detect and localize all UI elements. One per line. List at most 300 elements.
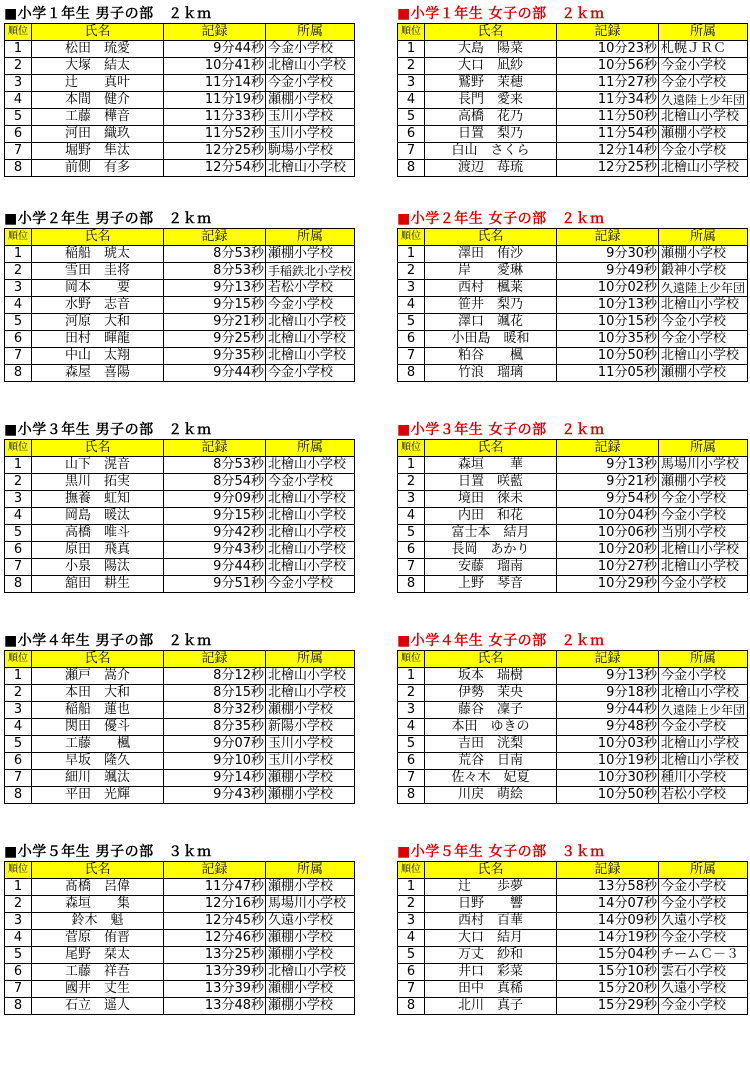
record-cell: 9分51秒: [164, 576, 266, 593]
name-cell: 雪田 圭将: [32, 263, 164, 280]
rank-cell: 5: [398, 109, 425, 126]
table-header-row: [5, 440, 355, 457]
record-cell: 10分15秒: [557, 314, 659, 331]
name-cell: 森屋 喜陽: [32, 365, 164, 382]
table-row: [398, 246, 748, 263]
table-row: [5, 981, 355, 998]
affiliation-cell: 北檜山小学校: [266, 348, 355, 365]
table-row: [5, 525, 355, 542]
record-cell: 8分12秒: [164, 668, 266, 685]
name-cell: 原田 飛真: [32, 542, 164, 559]
affiliation-cell: 今金小学校: [659, 896, 748, 913]
table-row: [398, 559, 748, 576]
name-cell: 川戻 萌絵: [425, 787, 557, 804]
rank-cell: 7: [5, 981, 32, 998]
name-cell: 本田 大和: [32, 685, 164, 702]
name-cell: 佐々木 妃夏: [425, 770, 557, 787]
affiliation-cell: 若松小学校: [659, 787, 748, 804]
section-heading: ■小学３年生 男子の部 ２ｋｍ: [4, 422, 212, 438]
table-header-row: [5, 24, 355, 41]
affiliation-cell: 北檜山小学校: [266, 964, 355, 981]
name-cell: 舘田 耕生: [32, 576, 164, 593]
affiliation-cell: 札幌ＪＲＣ: [659, 41, 748, 58]
table-row: [5, 58, 355, 75]
section-heading: ■小学５年生 男子の部 ３ｋｍ: [4, 844, 212, 860]
column-header-record: 記録: [557, 24, 659, 41]
record-cell: 9分30秒: [557, 246, 659, 263]
rank-cell: 2: [398, 896, 425, 913]
table-row: [398, 314, 748, 331]
affiliation-cell: 瀬棚小学校: [266, 92, 355, 109]
affiliation-cell: 今金小学校: [266, 41, 355, 58]
affiliation-cell: 手稲鉄北小学校: [266, 263, 355, 280]
record-cell: 9分21秒: [557, 474, 659, 491]
affiliation-cell: 今金小学校: [659, 58, 748, 75]
name-cell: 工藤 樺音: [32, 109, 164, 126]
name-cell: 尾野 栞太: [32, 947, 164, 964]
affiliation-cell: 今金小学校: [659, 576, 748, 593]
record-cell: 9分35秒: [164, 348, 266, 365]
rank-cell: 7: [5, 348, 32, 365]
table-row: [398, 719, 748, 736]
name-cell: 西村 楓莱: [425, 280, 557, 297]
table-row: [5, 702, 355, 719]
rank-cell: 2: [398, 263, 425, 280]
record-cell: 13分39秒: [164, 981, 266, 998]
record-cell: 8分53秒: [164, 263, 266, 280]
name-cell: 北川 真子: [425, 998, 557, 1015]
column-header-affiliation: 所属: [266, 24, 355, 41]
record-cell: 9分43秒: [164, 787, 266, 804]
record-cell: 11分50秒: [557, 109, 659, 126]
column-header-name: 氏名: [32, 229, 164, 246]
name-cell: 岡島 暖汰: [32, 508, 164, 525]
affiliation-cell: 瀬棚小学校: [659, 126, 748, 143]
rank-cell: 2: [5, 685, 32, 702]
table-row: [5, 143, 355, 160]
affiliation-cell: 今金小学校: [266, 474, 355, 491]
table-row: [5, 736, 355, 753]
affiliation-cell: 久遠陸上少年団: [659, 280, 748, 297]
column-header-rank: 順位: [398, 229, 425, 246]
record-cell: 9分25秒: [164, 331, 266, 348]
record-cell: 9分44秒: [557, 702, 659, 719]
table-row: [5, 491, 355, 508]
affiliation-cell: 瀬棚小学校: [266, 702, 355, 719]
name-cell: 小泉 陽汰: [32, 559, 164, 576]
table-row: [5, 896, 355, 913]
name-cell: 本田 ゆきの: [425, 719, 557, 736]
affiliation-cell: 久遠小学校: [659, 913, 748, 930]
table-row: [398, 474, 748, 491]
rank-cell: 8: [398, 998, 425, 1015]
rank-cell: 5: [5, 314, 32, 331]
table-row: [398, 109, 748, 126]
table-row: [5, 998, 355, 1015]
name-cell: 辻 真叶: [32, 75, 164, 92]
name-cell: 澤口 颯花: [425, 314, 557, 331]
record-cell: 9分09秒: [164, 491, 266, 508]
name-cell: 井口 彩菜: [425, 964, 557, 981]
record-cell: 10分13秒: [557, 297, 659, 314]
name-cell: 細川 颯汰: [32, 770, 164, 787]
name-cell: 日野 響: [425, 896, 557, 913]
rank-cell: 1: [5, 246, 32, 263]
rank-cell: 1: [5, 41, 32, 58]
name-cell: 岡本 要: [32, 280, 164, 297]
record-cell: 9分13秒: [164, 280, 266, 297]
results-table: [397, 439, 748, 593]
name-cell: 白山 さくら: [425, 143, 557, 160]
table-row: [5, 75, 355, 92]
column-header-name: 氏名: [32, 862, 164, 879]
table-row: [398, 542, 748, 559]
rank-cell: 4: [5, 92, 32, 109]
rank-cell: 5: [5, 525, 32, 542]
record-cell: 13分58秒: [557, 879, 659, 896]
record-cell: 10分56秒: [557, 58, 659, 75]
table-row: [398, 263, 748, 280]
results-table: [4, 439, 355, 593]
table-row: [5, 930, 355, 947]
record-cell: 10分04秒: [557, 508, 659, 525]
rank-cell: 2: [398, 474, 425, 491]
record-cell: 11分54秒: [557, 126, 659, 143]
affiliation-cell: 今金小学校: [659, 998, 748, 1015]
column-header-rank: 順位: [5, 862, 32, 879]
record-cell: 11分14秒: [164, 75, 266, 92]
record-cell: 10分41秒: [164, 58, 266, 75]
name-cell: 荒谷 日南: [425, 753, 557, 770]
affiliation-cell: 北檜山小学校: [659, 685, 748, 702]
rank-cell: 8: [5, 160, 32, 177]
name-cell: 鈴木 魁: [32, 913, 164, 930]
table-header-row: [398, 24, 748, 41]
name-cell: 本間 健介: [32, 92, 164, 109]
rank-cell: 3: [398, 913, 425, 930]
record-cell: 10分20秒: [557, 542, 659, 559]
name-cell: 鷲野 茉穂: [425, 75, 557, 92]
affiliation-cell: 今金小学校: [659, 491, 748, 508]
rank-cell: 6: [5, 964, 32, 981]
affiliation-cell: 北檜山小学校: [659, 109, 748, 126]
affiliation-cell: 瀬棚小学校: [659, 246, 748, 263]
record-cell: 15分04秒: [557, 947, 659, 964]
affiliation-cell: 北檜山小学校: [266, 685, 355, 702]
rank-cell: 2: [5, 474, 32, 491]
table-row: [5, 92, 355, 109]
affiliation-cell: 北檜山小学校: [266, 542, 355, 559]
record-cell: 9分42秒: [164, 525, 266, 542]
table-row: [5, 474, 355, 491]
record-cell: 13分25秒: [164, 947, 266, 964]
rank-cell: 7: [5, 559, 32, 576]
affiliation-cell: 今金小学校: [266, 576, 355, 593]
record-cell: 11分47秒: [164, 879, 266, 896]
section-heading: ■小学２年生 男子の部 ２ｋｍ: [4, 211, 212, 227]
column-header-rank: 順位: [5, 651, 32, 668]
table-row: [5, 719, 355, 736]
table-row: [398, 126, 748, 143]
record-cell: 9分48秒: [557, 719, 659, 736]
affiliation-cell: 久遠小学校: [266, 913, 355, 930]
table-row: [5, 770, 355, 787]
rank-cell: 1: [398, 41, 425, 58]
name-cell: 長岡 あかり: [425, 542, 557, 559]
rank-cell: 6: [398, 753, 425, 770]
record-cell: 9分43秒: [164, 542, 266, 559]
affiliation-cell: 北檜山小学校: [266, 508, 355, 525]
rank-cell: 8: [398, 787, 425, 804]
column-header-affiliation: 所属: [659, 24, 748, 41]
column-header-name: 氏名: [32, 440, 164, 457]
record-cell: 14分09秒: [557, 913, 659, 930]
affiliation-cell: 北檜山小学校: [266, 559, 355, 576]
results-table: [4, 650, 355, 804]
affiliation-cell: 瀬棚小学校: [266, 998, 355, 1015]
name-cell: 吉田 洸梨: [425, 736, 557, 753]
rank-cell: 6: [5, 753, 32, 770]
record-cell: 10分35秒: [557, 331, 659, 348]
rank-cell: 4: [398, 92, 425, 109]
rank-cell: 6: [5, 542, 32, 559]
column-header-affiliation: 所属: [266, 651, 355, 668]
rank-cell: 7: [5, 770, 32, 787]
affiliation-cell: 玉川小学校: [266, 736, 355, 753]
affiliation-cell: 玉川小学校: [266, 753, 355, 770]
column-header-rank: 順位: [5, 440, 32, 457]
name-cell: 河田 織玖: [32, 126, 164, 143]
rank-cell: 3: [5, 280, 32, 297]
table-row: [398, 981, 748, 998]
affiliation-cell: 北檜山小学校: [659, 348, 748, 365]
results-table: [397, 228, 748, 382]
record-cell: 8分53秒: [164, 246, 266, 263]
rank-cell: 3: [5, 491, 32, 508]
results-block-boys: [4, 211, 354, 382]
table-row: [398, 930, 748, 947]
column-header-affiliation: 所属: [659, 440, 748, 457]
record-cell: 10分29秒: [557, 576, 659, 593]
record-cell: 11分33秒: [164, 109, 266, 126]
record-cell: 10分06秒: [557, 525, 659, 542]
name-cell: 森垣 集: [32, 896, 164, 913]
name-cell: 西村 百華: [425, 913, 557, 930]
affiliation-cell: 今金小学校: [659, 668, 748, 685]
table-row: [398, 365, 748, 382]
affiliation-cell: 北檜山小学校: [659, 559, 748, 576]
affiliation-cell: 北檜山小学校: [266, 160, 355, 177]
table-row: [5, 542, 355, 559]
rank-cell: 3: [5, 75, 32, 92]
results-table: [397, 861, 748, 1015]
results-block-girls: [397, 633, 747, 804]
rank-cell: 8: [5, 365, 32, 382]
name-cell: 石立 遥人: [32, 998, 164, 1015]
rank-cell: 4: [5, 930, 32, 947]
affiliation-cell: 種川小学校: [659, 770, 748, 787]
table-row: [398, 75, 748, 92]
affiliation-cell: 久遠小学校: [659, 981, 748, 998]
record-cell: 14分07秒: [557, 896, 659, 913]
record-cell: 12分54秒: [164, 160, 266, 177]
table-row: [5, 109, 355, 126]
column-header-name: 氏名: [32, 24, 164, 41]
table-row: [5, 280, 355, 297]
rank-cell: 5: [398, 736, 425, 753]
table-row: [398, 998, 748, 1015]
table-header-row: [398, 862, 748, 879]
affiliation-cell: 北檜山小学校: [266, 331, 355, 348]
name-cell: 上野 琴音: [425, 576, 557, 593]
name-cell: 菅原 侑晋: [32, 930, 164, 947]
table-row: [5, 947, 355, 964]
table-row: [5, 331, 355, 348]
section-heading: ■小学５年生 女子の部 ３ｋｍ: [397, 844, 605, 860]
record-cell: 10分23秒: [557, 41, 659, 58]
affiliation-cell: 馬場川小学校: [266, 896, 355, 913]
affiliation-cell: 玉川小学校: [266, 126, 355, 143]
rank-cell: 2: [5, 58, 32, 75]
name-cell: 内田 和花: [425, 508, 557, 525]
record-cell: 9分18秒: [557, 685, 659, 702]
name-cell: 山下 滉音: [32, 457, 164, 474]
name-cell: 水野 志音: [32, 297, 164, 314]
column-header-affiliation: 所属: [659, 862, 748, 879]
name-cell: 大塚 結太: [32, 58, 164, 75]
rank-cell: 7: [398, 981, 425, 998]
affiliation-cell: 北檜山小学校: [659, 753, 748, 770]
rank-cell: 8: [5, 998, 32, 1015]
name-cell: 工藤 楓: [32, 736, 164, 753]
affiliation-cell: 瀬棚小学校: [266, 947, 355, 964]
table-row: [5, 685, 355, 702]
name-cell: 関田 優斗: [32, 719, 164, 736]
rank-cell: 7: [398, 559, 425, 576]
name-cell: 澤田 侑沙: [425, 246, 557, 263]
table-row: [5, 964, 355, 981]
rank-cell: 6: [5, 331, 32, 348]
rank-cell: 1: [398, 246, 425, 263]
table-row: [398, 685, 748, 702]
table-row: [5, 246, 355, 263]
results-block-boys: [4, 844, 354, 1015]
results-block-boys: [4, 422, 354, 593]
table-row: [5, 314, 355, 331]
name-cell: 撫養 虹知: [32, 491, 164, 508]
name-cell: 境田 徠未: [425, 491, 557, 508]
record-cell: 9分54秒: [557, 491, 659, 508]
record-cell: 9分44秒: [164, 559, 266, 576]
table-row: [5, 126, 355, 143]
name-cell: 森垣 華: [425, 457, 557, 474]
record-cell: 11分34秒: [557, 92, 659, 109]
column-header-record: 記録: [164, 440, 266, 457]
name-cell: 高橋 花乃: [425, 109, 557, 126]
record-cell: 10分03秒: [557, 736, 659, 753]
table-row: [5, 263, 355, 280]
rank-cell: 5: [5, 736, 32, 753]
results-block-girls: [397, 211, 747, 382]
rank-cell: 3: [398, 75, 425, 92]
affiliation-cell: 駒場小学校: [266, 143, 355, 160]
record-cell: 12分46秒: [164, 930, 266, 947]
affiliation-cell: 鍛神小学校: [659, 263, 748, 280]
name-cell: 高橋 唯斗: [32, 525, 164, 542]
affiliation-cell: 今金小学校: [659, 314, 748, 331]
table-row: [398, 896, 748, 913]
section-heading: ■小学３年生 女子の部 ２ｋｍ: [397, 422, 605, 438]
results-block-boys: [4, 6, 354, 177]
name-cell: 藤谷 凜子: [425, 702, 557, 719]
rank-cell: 2: [5, 896, 32, 913]
name-cell: 松田 琉愛: [32, 41, 164, 58]
section-heading: ■小学４年生 女子の部 ２ｋｍ: [397, 633, 605, 649]
affiliation-cell: 玉川小学校: [266, 109, 355, 126]
affiliation-cell: 北檜山小学校: [266, 668, 355, 685]
table-row: [398, 280, 748, 297]
affiliation-cell: 今金小学校: [266, 297, 355, 314]
table-row: [398, 702, 748, 719]
rank-cell: 7: [398, 770, 425, 787]
table-row: [398, 508, 748, 525]
rank-cell: 1: [398, 668, 425, 685]
rank-cell: 5: [5, 109, 32, 126]
affiliation-cell: 北檜山小学校: [659, 160, 748, 177]
name-cell: 笹井 梨乃: [425, 297, 557, 314]
affiliation-cell: 新陽小学校: [266, 719, 355, 736]
column-header-rank: 順位: [5, 229, 32, 246]
name-cell: 富士本 結月: [425, 525, 557, 542]
section-heading: ■小学２年生 女子の部 ２ｋｍ: [397, 211, 605, 227]
name-cell: 前側 有多: [32, 160, 164, 177]
affiliation-cell: 久遠陸上少年団: [659, 702, 748, 719]
rank-cell: 1: [5, 668, 32, 685]
name-cell: 稲船 琥太: [32, 246, 164, 263]
name-cell: 河原 大和: [32, 314, 164, 331]
table-row: [5, 787, 355, 804]
rank-cell: 3: [398, 280, 425, 297]
table-row: [5, 160, 355, 177]
affiliation-cell: 瀬棚小学校: [266, 770, 355, 787]
rank-cell: 1: [5, 879, 32, 896]
affiliation-cell: 北檜山小学校: [659, 542, 748, 559]
record-cell: 9分44秒: [164, 41, 266, 58]
table-row: [398, 576, 748, 593]
affiliation-cell: 北檜山小学校: [266, 491, 355, 508]
rank-cell: 7: [5, 143, 32, 160]
record-cell: 9分14秒: [164, 770, 266, 787]
table-row: [398, 348, 748, 365]
record-cell: 12分25秒: [557, 160, 659, 177]
table-row: [398, 736, 748, 753]
record-cell: 10分19秒: [557, 753, 659, 770]
column-header-name: 氏名: [425, 24, 557, 41]
name-cell: 長門 愛来: [425, 92, 557, 109]
results-block-girls: [397, 6, 747, 177]
table-row: [5, 41, 355, 58]
affiliation-cell: 雲石小学校: [659, 964, 748, 981]
record-cell: 11分27秒: [557, 75, 659, 92]
column-header-rank: 順位: [398, 24, 425, 41]
record-cell: 8分32秒: [164, 702, 266, 719]
name-cell: 日置 梨乃: [425, 126, 557, 143]
affiliation-cell: 今金小学校: [266, 75, 355, 92]
column-header-name: 氏名: [425, 862, 557, 879]
name-cell: 万丈 紗和: [425, 947, 557, 964]
results-table: [4, 861, 355, 1015]
table-row: [398, 331, 748, 348]
